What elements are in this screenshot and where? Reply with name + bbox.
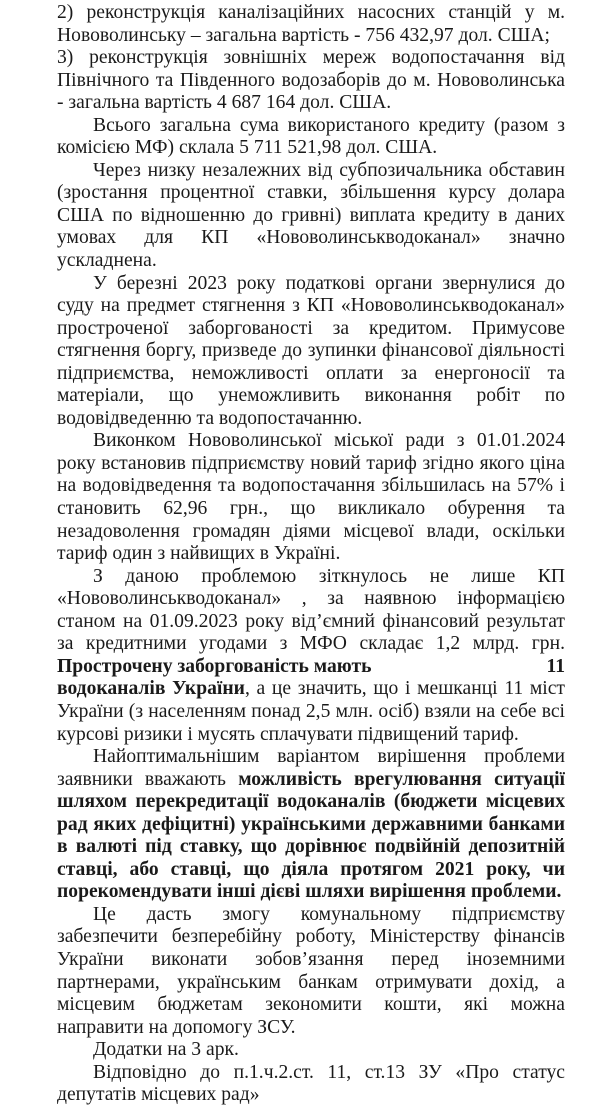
paragraph-solution — [57, 746, 565, 904]
paragraph-circumstances: Через низку незалежних від субпозичальника обставин (зростання процентної ставки, збільшення курсу долара США по відношенню до гривні) виплата кредиту в даних умовах для КП «Нововолинськводоканал» значно ускладнена. — [57, 159, 565, 272]
paragraph-item-2: 2) реконструкція каналізаційних насосних станцій у м. Нововолинську – загальна вартість - 756 432,97 дол. США; — [57, 2, 565, 46]
paragraph-tax-authorities: У березні 2023 року податкові органи звернулися до суду на предмет стягнення з КП «Нововолинськводоканал» простроченої заборгованості за кредитом. Примусове стягнення боргу, призведе до зупинки фінансової діяльності підприємства, неможливості оплати за енергоносії та матеріали, що унеможливить виконання робіт по водовідведенню та водопостачанню. — [57, 272, 565, 429]
paragraph-item-3: 3) реконструкція зовнішніх мереж водопостачання від Північного та Південного водозаборів до м. Нововолинська - загальна вартість 4 687 164 дол. США. — [57, 47, 565, 114]
utilities-ukraine-bold: водоканалів України — [57, 678, 245, 700]
paragraph-attachments: Додатки на 3 арк. — [93, 1039, 239, 1061]
paragraph-benefits: Це дасть змогу комунальному підприємству забезпечити безперебійну роботу, Міністерству фінансів України виконати зобов’язання перед іноземними партнерами, українським банкам отримувати дохід, а місцевим бюджетам зекономити кошти, які можна направити на допомогу ЗСУ. — [57, 903, 565, 1038]
paragraph-solution-text: Найоптимальнішим варіантом вирішення проблеми заявники вважають — [57, 746, 565, 790]
paragraph-tariff: Виконком Нововолинської міської ради з 01.01.2024 року встановив підприємству новий тариф згідно якого ціна на водовідведення та водопостачання збільшилась на 57% і становить 62,96 грн., що викликало обурення та незадоволення громадян діями місцевої влади, оскільки тариф один з найвищих в Україні. — [57, 430, 565, 565]
overdue-debt-bold: Прострочену заборгованість мають — [57, 655, 372, 677]
paragraph-legal-basis: Відповідно до п.1.ч.2.ст. 11, ст.13 ЗУ «Про статус депутатів місцевих рад» — [57, 1061, 565, 1106]
document-page — [57, 2, 565, 1107]
paragraph-other-utilities-tail: , а це значить, що і мешканці 11 міст України (з населенням понад 2,5 млн. осіб) взяли на себе всі курсові ризики і мусять сплачувати підвищений тариф. — [57, 678, 565, 745]
paragraph-solution-bold: можливість врегулювання ситуації шляхом перекредитації водоканалів (бюджети місцевих рад яких дефіцитні) українськими державними банками в валюті під ставку, що дорівнює подвійній депозитній ставці, або ставці, що діяла протягом 2021 року, чи порекомендувати інші дієві шляхи вирішення проблеми. — [57, 768, 565, 903]
paragraph-other-utilities-text: З даною проблемою зіткнулось не лише КП «Нововолинськводоканал» , за наявною інформацією станом на 01.09.2023 року від’ємний фінансовий результат за кредитними угодами з МФО складає 1,2 млрд. грн. — [57, 565, 565, 655]
paragraph-other-utilities — [57, 566, 565, 746]
paragraph-total-credit: Всього загальна сума використаного кредиту (разом з комісією МФ) склала 5 711 521,98 дол. США. — [57, 114, 565, 159]
overdue-debt-count: 11 — [546, 655, 565, 677]
